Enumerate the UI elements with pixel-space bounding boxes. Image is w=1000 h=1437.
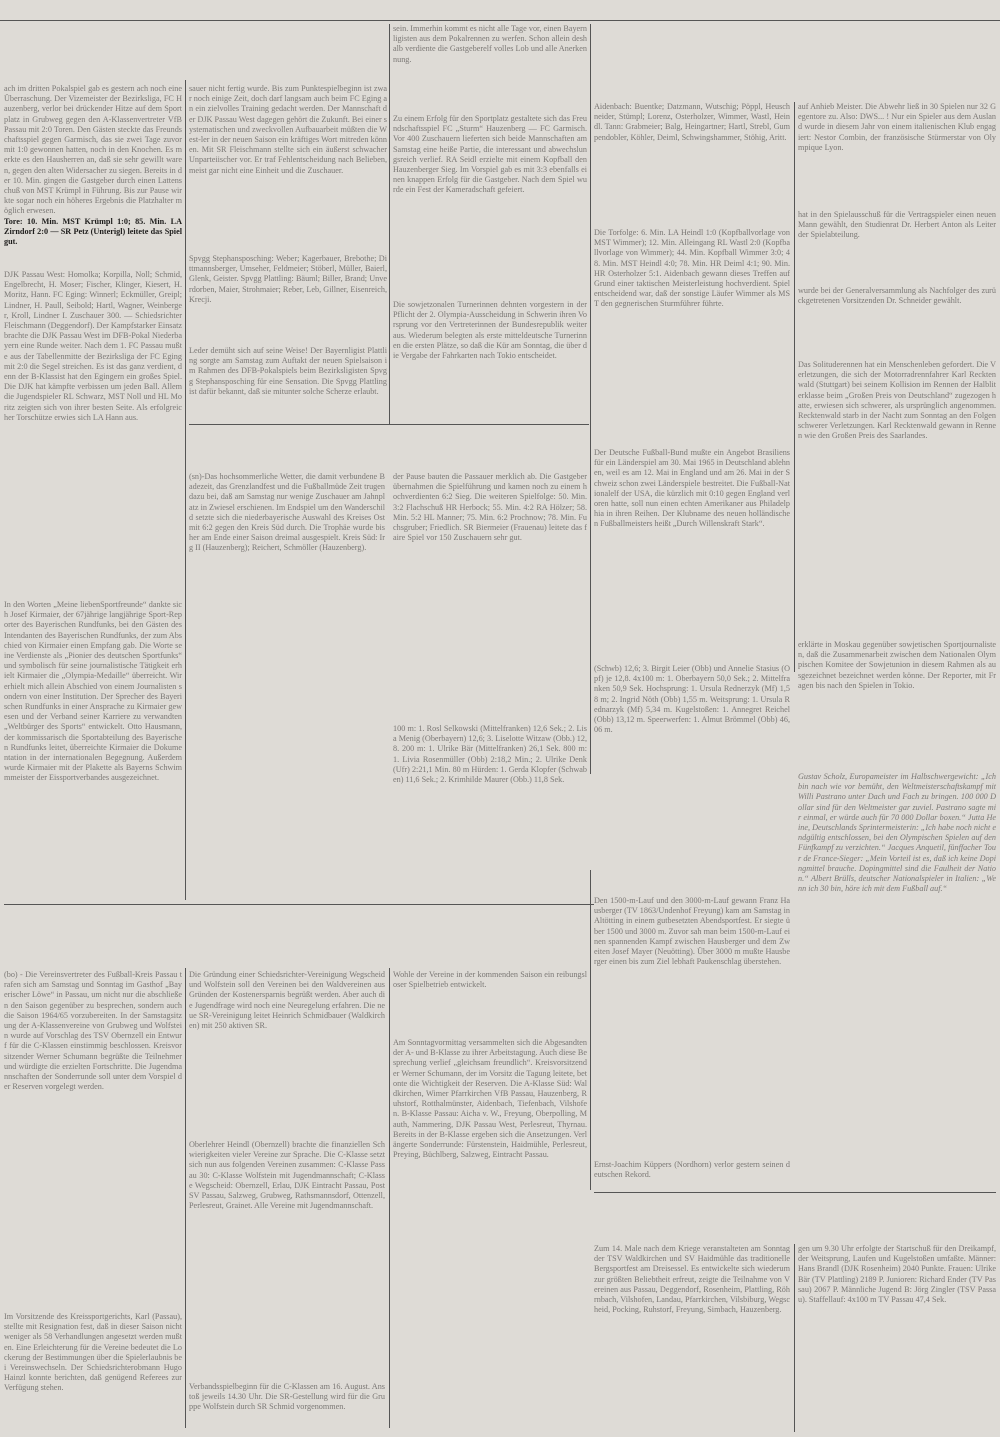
aidenbach-headline-block [594, 40, 996, 96]
ab-klassen-text: Am Sonntagvormittag versammelten sich die Abgesandten der A- und B-Klasse zu ihrer Arbeitstagung. Auch diese Besprechung verlief „gleichsam freundlich“. Kreisvorsitzender Werner Schumann, der im Vorsitz die Tagung leitete, betonte die Wichtigkeit der Reserven. Die A-Klasse Süd: Waldkirchen, Wimer Pfarrkirchen VfB Passau, Hauzenberg, Ruhstorf, Rotthalmünster, Aidenbach, Tiefenbach, Vilshofen. B-Klasse Passau: Aicha v. W., Freyung, Oberpolling, Mauth, Nammering, DJK Passau West, Perlesreut, Thyrnau. Bereits in der B-Klasse ergeben sich die Ansetzungen. Verlängerte Sonderrunde: Fürstenstein, Haidmühle, Perlesreut, Preying, Büchlberg, Salzweg, Eintracht Passau. [393, 1038, 587, 1160]
aidenbach-lineup: Aidenbach: Buentke; Datzmann, Wutschig; Pöppl, Heuschneider, Stümpl; Lorenz, Osterholzer, Wimmer, Wastl, Heindl. Tann: Grabmeier; Balg, Heingartner; Hartl, Strebl, Gumpendobler, Köhler, Deiml, Schwingshammer, Stöhig, Aritt. [594, 102, 790, 142]
garmisch-text: Zu einem Erfolg für den Sportplatz gestaltete sich das Freundschaftsspiel FC „Sturm“ Hauzenberg — FC Garmisch. Vor 400 Zuschauern lieferten sich beide Mannschaften am Samstag eine heiße Partie, die interessant und abwechslungsreich verlief. RA Seidl erzielte mit einem Kopfball den Hauzenberger Sieg. Im Vorspiel gab es mit 3:3 ebenfalls einen knappen Erfolg für die Gastgeber. Nach dem Spiel wurde ein Fest der Kameradschaft gefeiert. [393, 114, 587, 195]
stephansposching-heading [189, 238, 387, 252]
kueppers-heading [594, 1128, 790, 1158]
toter-text: Das Solituderennen hat ein Menschenleben gefordert. Die Verletzungen, die sich der Motorradrennfahrer Karl Recktenwald (Stuttgart) bei seinem Kollision im Rennen der Halbliterklasse beim „Großen Preis von Deutschland“ zugezogen hatte, erwiesen sich schwerer, als ursprünglich angenommen. Recktenwald starb in der Nacht zum Sonntag an den Folgen schwerer Verletzungen. Karl Recktenwald gewann in Rennen wie den Großen Preis des Saarlandes. [798, 360, 996, 441]
kreis-passau-col2-top: Die Gründung einer Schiedsrichter-Vereinigung Wegscheid und Wolfstein soll den Vereinen bei den Waldvereinen aus Gründen der Kostenersparnis begrüßt werden. Aber auch die Jugendfrage wird noch eine Neuregelung erfahren. Die neue SR-Vereinigung leitet Heinrich Schmidbauer (Waldkirchen) mit 250 aktiven SR. [189, 970, 385, 1031]
kreis-passau-headline-block [4, 908, 592, 964]
stephansposching-score [189, 320, 387, 344]
pokalsiege-headline-block [4, 24, 386, 74]
sportgericht-heading [4, 1296, 182, 1310]
oberbayern-headline-block [393, 620, 793, 660]
game-heading [4, 258, 182, 268]
dreisessel-headline-block [594, 1196, 996, 1240]
fussball-result [798, 562, 996, 586]
doppelsieg-heading [594, 864, 790, 894]
oberbayern-final [594, 818, 790, 858]
turnerinnen-heading [393, 272, 587, 298]
aidenbach-spectators [594, 204, 790, 226]
middle-col-top: sein. Immerhin kommt es nicht alle Tage vor, einen Bayernligisten aus dem Pokalrennen zu werfen. Schon allein deshalb verdiente die Gastgeberelf volles Lob und alle Anerkennung. [393, 24, 587, 64]
garmisch-heading [393, 98, 587, 112]
aufgeschnappt-text: Gustav Scholz, Europameister im Halbschwergewicht: „Ich bin nach wie vor bemüht, den Weltmeisterschaftskampf mit Willi Pastrano unter Dach und Fach zu bringen. 100 000 Dollar sind für den Weltmeister gar zuviel. Pastrano sagte mir einmal, er würde auch für 70 000 Dollar boxen.“ Jutta Heine, Deutschlands Sprintermeisterin: „Ich habe noch nicht endgültig entschlossen, bei den Olympischen Spielen auf den Fünfkampf zu verzichten.“ Jacques Anquetil, fünffacher Tour de France-Sieger: „Mein Vorteil ist es, daß ich keine Dopingmittel brauche. Dopingmittel sind die Faulheit der Nation.“ Albert Brülls, deutscher Nationalspieler in Italien: „Wenn ich 30 bin, höre ich mit dem Fußball auf.“ [798, 772, 996, 894]
auslandsspieler-text: auf Anhieb Meister. Die Abwehr ließ in 30 Spielen nur 32 Gegentore zu. Also: DWS... ! Nur ein Spieler aus dem Ausland wurde in diesem Jahr von einem italienischen Klub engagiert: Nestor Combin, der französische Stürmerstar von Olympique Lyon. [798, 102, 996, 152]
zeilen-lead [798, 608, 996, 638]
fussball-heading [798, 546, 996, 560]
aidenbach-text: Die Torfolge: 6. Min. LA Heindl 1:0 (Kopfballvorlage von MST Wimmer); 12. Min. Alleingang RL Wastl 2:0 (Kopfballvorlage von Wimmer); 44. Min. Kopfball Wimmer 3:0; 48. Min. MST Heindl 4:0; 78. Min. HR Deiml 4:1; 90. Min. HR Osterholzer 5:1. Aidenbach gewann dieses Treffen auf Grund einer taktischen Meisterleistung hochverdient. Spielentscheidend war, daß der sonstige Läufer Wimmer als MST den gegnerischen Sturmführer führte. [594, 228, 790, 309]
fc05-text: hat in den Spielausschuß für die Vertragspieler einen neuen Mann gewählt, den Studienrat Dr. Herbert Anton als Leiter der Spielabteilung. [798, 210, 996, 240]
oberbayern-results-col1: 100 m: 1. Rosl Selkowski (Mittelfranken) 12,6 Sek.; 2. Lisa Menig (Oberbayern) 12,6; 3. Liselotte Witzaw (Obb.) 12,8. 200 m: 1. Ulrike Bär (Mittelfranken) 26,1 Sek. 800 m: 1. Livia Rosenmüller (Obb) 2:18,2 Min.; 2. Ulrike Denk (Ufr) 2:21,1 Min. 80 m Hürden: 1. Gerda Klopfer (Schwaben) 11,6 Sek.; 2. Krimhilde Maurer (Obb.) 11,8 Sek. [393, 724, 587, 785]
game-report: DJK Passau West: Homolka; Korpilla, Noll; Schmid, Engelbrecht, H. Moser; Fischer, Klinger, Kiesert, H. Moritz, Hann. FC Eging: Winnerl; Eckmüller, Greipl; Lindner, H. Paull, Seibold; Hartl, Wagner, Weinberger, Kroll, Lindner I. Zuschauer 300. — Schiedsrichter Fleischmann (Deggendorf). Der Kampfstarker Einsatz brachte die DJK Passau West im DFB-Pokal Niederbayern eine Runde weiter. Nach dem 1. FC Passau mußte aus der Tabellenmitte der Bezirksliga der FC Eging mit 2:0 die Segel streichen. Es ist das ganz verdient, denn der B-Klassist hat den Egingern ein großes Spiel. Die DJK hat kämpfte verbissen um jeden Ball. Allem die Jugendspieler RL Schwarz, MST Noll und HL Moritz zeigten sich von ihrer besten Seite. Als erfolgreicher Torschütze erwies sich LA Hann aus. [4, 270, 182, 422]
turnerinnen-text: Die sowjetzonalen Turnerinnen dehnten vorgestern in der Pflicht der 2. Olympia-Ausscheidung in Schwerin ihren Vorsprung vor den Vertreterinnen der Bundesrepublik weiter aus. Wiederum belegten als erste mitteldeutsche Turnerinnen die ersten Plätze, so daß die Kür am Sonntag, die über die Vergabe der Fahrkarten nach Tokio entscheidet. [393, 300, 587, 361]
wanderschild-col1: (sn)-Das hochsommerliche Wetter, die damit verbundene Badezeit, das Grenzlandfest und die Fußballmüde Zeit trugen dazu bei, daß am Samstag nur wenige Zuschauer am Jahnplatz in Zwiesel erschienen. Im Endspiel um den Wanderschild setzte sich die niederbayerische Auswahl des Kreises Ost mit 6:2 gegen den Kreis Süd durch. Die Trophäe wurde bisher am Ende einer Saison dreimal ausgespielt. Kreis Süd: Irg II (Hauzenberg); Reichert, Schmöller (Hauzenberg). [189, 472, 385, 553]
pokalsiege-col1-top [4, 84, 182, 252]
fc05-heading [798, 196, 996, 208]
kreis-passau-col1: (bo) - Die Vereinsvertreter des Fußball-Kreis Passau trafen sich am Samstag und Sonntag im Gasthof „Bayerischer Löwe“ in Passau, um nicht nur die abschließen den Saison gegenüber zu besprechen, sondern auch die Saison 1964/65 vorzubereiten. In der Samstagsitzung der A-Klassenvereine von Grubweg und Wolfstein wurde auf Vorschlag des TSV Obernzell ein Entwurf für die C-Klassen einstimmig beschlossen. Kreisvorsitzender Werner Schumann begrüßte die Teilnehmer und würdigte die erzielten Fortschritte. Die Jugendmannschaften der Sonderrunde soll unter dem Vorspiel der Reserven vorgelegt werden. [4, 970, 182, 1092]
doppelsieg-text: Den 1500-m-Lauf und den 3000-m-Lauf gewann Franz Hausberger (TV 1863/Undenhof Freyung) kam am Samstag in Altötting in einem gutbesetzten Abendsportfest. Er siegte über 1500 und 3000 m. Zuvor sah man beim 1500-m-Lauf einen spannenden Kampf zwischen Hausberger und dem Zweiten Josef Mayer (Neuötting). Über 3000 m mußte Hausberger einen bis zum Ziel lebhaft Paukenschlag überstehen. [594, 896, 790, 967]
obituary-heading [4, 560, 182, 596]
kueppers-text: Ernst-Joachim Küppers (Nordhorn) verlor gestern seinen deutschen Rekord. [594, 1160, 790, 1180]
dreisessel-col1: Zum 14. Male nach dem Kriege veranstalteten am Sonntag der TSV Waldkirchen und SV Haidmühle das traditionelle Bergsportfest am Dreisessel. Es entwickelte sich wiederum zur größten Beliebtheit erfreut, zeigte die Teilnahme von Vereinen aus Passau, Deggendorf, Rosenheim, Plattling, Röhrnbach, Vilshofen, Landau, Pfarrkirchen, Vilsbiburg, Wegscheid, Pocking, Ruhstorf, Freyung, Simbach, Hauzenberg. [594, 1244, 790, 1315]
wanderschild-col2: der Pause bauten die Passauer merklich ab. Die Gastgeber übernahmen die Spielführung und kamen noch zu einem hochverdienten 6:2 Sieg. Die weiteren Spielfolge: 50. Min. 3:2 Flachschuß HR Herbock; 55. Min. 4:2 RA Hölzer; 58. Min. 5:2 HL Manner; 75. Min. 6:2 Prochnow; 78. Min. Fuchsgruber; Friedlich. SR Biermeier (Frauenau) leitete das faire Spiel vor 150 Zuschauern sehr gut. [393, 472, 587, 543]
toter-heading [798, 328, 996, 358]
oberbayern-lead [393, 662, 587, 722]
obituary-text: In den Worten „Meine liebenSportfreunde“ dankte sich Josef Kirmaier, der 67jährige langjährige Sport-Reporter des Bayerischen Rundfunks, bei den Gästen des Intendanten des Bayerischen Rundfunks, der zum Abschied von Kirmaier einen Empfang gab. Die Worte seine Verdienste als „Pionier des deutschen Sportfunks“ und symbolisch für seine journalistische Tätigkeit erhielt Kirmaier die „Olympia-Medaille“ überreicht. Wir erhielt mich allein Abschied von einem Journalisten sondern von einer Institution. Der Sprecher des Bayerischen Rundfunks in einer Ansprache zu Kirmaier gewesen und der Verband seiner Karriere zu verwandten „Weltbürger des Sports“ entwickelt. Otto Hausmann, der kommissarisch die Sportabteilung des Bayerischen Rundfunks leitet, überreichte Kirmaier die Dokumentation in der internationalen Begegnung. Außerdem wurde Kirmaier mit der Plakette als Bayerns Schwimmmeister der Eissportverbandes ausgezeichnet. [4, 600, 182, 783]
zeilen-heading [798, 592, 996, 606]
sportgericht-text: Im Vorsitzende des Kreissportgerichts, Karl (Passau), stellte mit Resignation fest, daß in dieser Saison nicht weniger als 58 Verhandlungen angesetzt werden mußten. Eine Erleichterung für die Vereine bedeutet die Lockerung der Bestimmungen über die Spielerlaubnis bei Vereinswechseln. Der Schiedsrichterobmann Hugo Hainzl konnte berichten, daß genügend Referees zur Verfügung stehen. [4, 1312, 182, 1393]
ksc-text: wurde bei der Generalversammlung als Nachfolger des zurückgetretenen Vorsitzenden Dr. Schneider gewählt. [798, 286, 996, 306]
article-text: ach im dritten Pokalspiel gab es gestern ach noch eine Überraschung. Der Vizemeister der Bezirksliga, FC Hauzenberg, verlor bei drückender Hitze auf dem Sportplatz in Grubweg gegen den A-Klassenvertreter VfB Passau mit 2:0 Toren. Den Gästen steckte das Freundschaftsspiel gegen Garmisch, das sie zwei Tage zuvor mit 1:0 gewonnen hatten, noch in den Knochen. Es merkte es den Hausherren an, daß sie sehr gewillt waren, gegen den alten Widersacher zu siegen. Bereits in der 10. Min. gingen die Gastgeber durch einen Lattenschuß von MST Krümpl in Führung. Bis zur Pause wirkte sogar noch ein höheres Ergebnis die Platzhalter möglich erwesen. [4, 84, 182, 216]
wanderschild-headline-block [189, 428, 589, 468]
ksc-heading [798, 272, 996, 284]
stephansposching-text: Leder demüht sich auf seine Weise! Der Bayernligist Plattling sorgte am Samstag zum Auftakt der neuen Spielsaison im Rahmen des DFB-Pokalspiels beim Bezirksligisten Spvgg Stephansposching für eine Sensation. Die Spvgg Plattling ist dafür bekannt, daß sie mitunter solche Scherze erlaubt. [189, 346, 387, 396]
fussball-notizen-text: Der Deutsche Fußball-Bund mußte ein Angebot Brasiliens für ein Länderspiel am 30. Mai 1965 in Deutschland ablehnen, weil es am 12. Mai in England und am 26. Mai in der Schweiz schon zwei Länderspiele bestreitet. Die Fußball-Nationalelf der USA, die kürzlich mit 0:10 gegen England verloren hatte, soll nun einen echten Amerikaner aus Philadelphia in ihren Reihen. Der Klubname des neuen holländischen Fußballmeisters heißt „Durch Willenskraft Stark“. [594, 448, 790, 529]
oberbayern-results-col2: (Schwb) 12,6; 3. Birgit Leier (Obb) und Annelie Stasius (Opf) je 12,8. 4x100 m: 1. Oberbayern 50,0 Sek.; 2. Mittelfranken 50,9 Sek. Hochsprung: 1. Ursula Rednerzyk (Mf) 1,58 m; 2. Ingrid Nöth (Obb) 1,55 m. Weitsprung: 1. Ursula Rednarzyk (Mf) 5,34 m. Kugelstoßen: 1. Annegret Reichel (Obb) 13,12 m. Speerwerfen: 1. Almut Brömmel (Obb) 46,06 m. [594, 664, 790, 735]
score-line: Tore: 10. Min. MST Krümpl 1:0; 85. Min. LA Zirndorf 2:0 — SR Petz (Unterigl) leitete das Spiel gut. [4, 216, 182, 247]
auftakt-text: Verbandsspielbeginn für die C-Klassen am 16. August. Anstoß jeweils 14.30 Uhr. Die SR-Gestellung wird für die Gruppe Wolfstein durch SR Schmid vorgenommen. [189, 1382, 385, 1412]
stephansposching-lineup: Spvgg Stephansposching: Weber; Kagerbauer, Brebothe; Dittmannsberger, Umseher, Feldmeier; Stöberl, Müller, Baierl, Glenk, Geister. Spvgg Plattling: Bäuml; Biller, Brand; Unverdorben, Maier, Strohmaier; Reber, Leb, Gillner, Eisenreich, Krecji. [189, 254, 387, 304]
kreis-passau-col3-top: Wohle der Vereine in der kommenden Saison ein reibungsloser Spielbetrieb entwickelt. [393, 970, 587, 990]
c-klasse-heading [189, 1124, 385, 1138]
aufgeschnappt-heading [798, 746, 996, 768]
page-header [0, 0, 1000, 21]
ab-klassen-heading [393, 1022, 587, 1036]
zeilen-text: erklärte in Moskau gegenüber sowjetischen Sportjournalisten, daß die Zusammenarbeit zwischen dem Nationalen Olympischen Komitee der Sowjetunion in diesem Rahmen als ausgezeichnet bezeichnet werden könne. Der Reporter, mit Fragen bis nach den Spielen in Tokio. [798, 640, 996, 690]
auftakt-heading [189, 1366, 385, 1380]
dreisessel-col2: gen um 9.30 Uhr erfolgte der Startschuß für den Dreikampf, der Weitsprung, Laufen und Kugelstoßen umfaßte. Männer: Hans Brandl (DJK Rosenheim) 2040 Punkte. Frauen: Ulrike Bär (TV Plattling) 2189 P. Junioren: Richard Ender (TV Passau) 2067 P. Männliche Jugend B: Jörg Zingler (TSV Passau). Staffellauf: 4x100 m TV Passau 47,4 Sek. [798, 1244, 996, 1305]
pokalsiege-col2: sauer nicht fertig wurde. Bis zum Punktespielbeginn ist zwar noch einige Zeit, doch darf langsam auch beim FC Eging an ein zielvolles Training gedacht werden. Der Mannschaft der DJK Passau West dagegen gehört die Zukunft. Bei einer systematischen und zweckvollen Aufbauarbeit müßten die West-ler in der neuen Saison ein kräftiges Wort mitreden können. Mit SR Fleischmann stellte sich ein äußerst schwacher Unparteiischer vor. Er traf Fehlentscheidung nach Belieben, meist gar nicht eine Einheit und die Zuschauer. [189, 84, 387, 175]
c-klasse-text: Oberlehrer Heindl (Obernzell) brachte die finanziellen Schwierigkeiten vieler Vereine zur Sprache. Die C-Klasse setzt sich nun aus folgenden Vereinen zusammen: C-Klasse Passau 30: C-Klasse Wolfstein mit Jugendmannschaft; C-Klasse Wegscheid: Obernzell, Erlau, DJK Eintracht Passau, Post SV Passau, Salzweg, Grubweg, Rathsmannsdorf, Ottenzell, Perlesreut, Grainet. Alle Vereine mit Jugendmannschaft. [189, 1140, 385, 1211]
fussball-notizen-heading [594, 432, 790, 446]
